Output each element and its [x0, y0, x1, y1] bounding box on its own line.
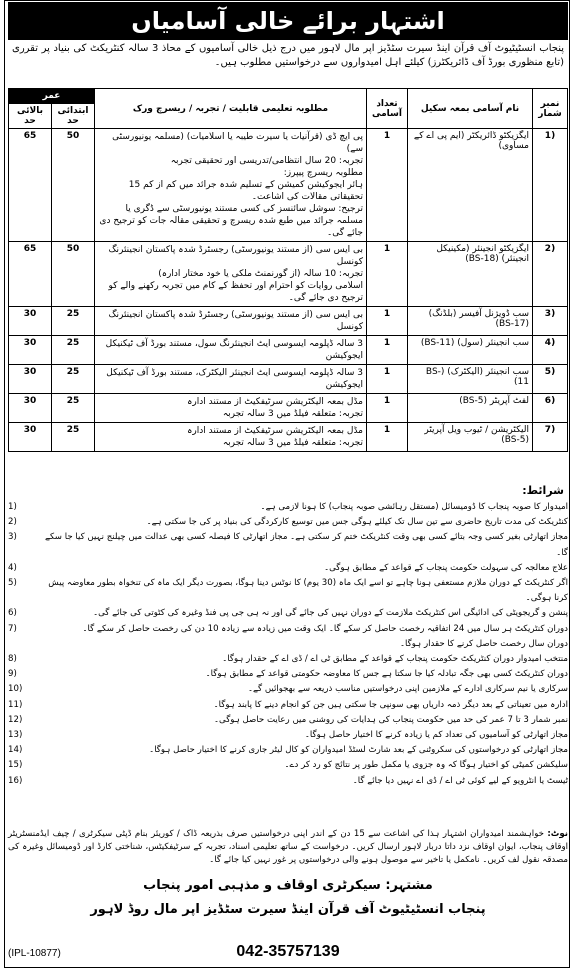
- qualification-line: ترجیح: سوشل سائنسز کی کسی مستند یونیورسٹی سے ڈگری یا مسلمہ جرائد میں طبع شدہ ریسرچ و تحقیقی مقالہ جات کو ترجیح دی جائے گی۔: [99, 204, 363, 238]
- condition-item: [8, 698, 568, 713]
- row-qualification: [95, 129, 367, 242]
- row-min-age: 25: [52, 423, 95, 452]
- condition-item: [8, 515, 568, 530]
- condition-number: (9: [8, 669, 17, 680]
- condition-text: مجاز اتھارٹی کو درخواستوں کی سکروٹنی کے بعد شارٹ لسٹڈ امیدواران کو کال لیٹر جاری کرنے کا اختیار حاصل ہوگا۔: [149, 745, 568, 756]
- condition-text: پنشن و گریجویٹی کی ادائیگی اس کنٹریکٹ ملازمت کے دوران نہیں کی جائے گی اور نہ ہی جی پی فنڈ وغیرہ کی کٹوتی کی جائے گی۔: [93, 608, 568, 619]
- condition-number: (15: [8, 760, 23, 771]
- row-max-age: 30: [9, 307, 52, 336]
- condition-item: [8, 576, 568, 606]
- advertiser-line: مشتہر: سیکرٹری اوقاف و مذہبی امور پنجاب: [143, 878, 433, 893]
- condition-text: نمبر شمار 3 تا 7 عمر کی حد میں حکومت پنجاب کی ہدایات کی روشنی میں رعایت حاصل ہوگی۔: [214, 714, 568, 725]
- condition-number: (6: [8, 608, 17, 619]
- qualification-line: مطلوبہ ریسرچ پیپرز:: [283, 168, 363, 178]
- row-min-age: 50: [52, 129, 95, 242]
- row-count: 1: [367, 129, 408, 242]
- row-serial: (6: [533, 394, 568, 423]
- row-max-age: 65: [9, 129, 52, 242]
- qualification-line: اسلامی روایات کو احترام اور تحفظ کے کام میں تجربہ رکھنے والے کو ترجیح دی جائے گی۔: [108, 281, 363, 303]
- conditions-title: شرائط:: [522, 484, 564, 497]
- table-body: [9, 129, 568, 452]
- condition-item: [8, 758, 568, 773]
- qualification-line: پی ایچ ڈی (قرآنیات یا سیرت طیبہ یا اسلامیات) (مسلمہ یونیورسٹی سے): [112, 132, 363, 154]
- row-post: لفٹ آپریٹر (BS-5): [408, 394, 533, 423]
- condition-text: مجاز اتھارٹی بغیر کسی وجہ بتائے کسی بھی وقت کنٹریکٹ ختم کر سکتی ہے۔ مجاز اتھارٹی کا فیصلہ کسی بھی عدالت میں چیلنج نہیں کیا جا سکے گا۔: [45, 532, 568, 558]
- table-row: [9, 307, 568, 336]
- condition-text: اگر کنٹریکٹ کے دوران ملازم مستعفی ہونا چاہے تو اسے ایک ماہ (30 یوم) کا نوٹس دینا ہوگا، بصورت دیگر ایک ماہ کی تنخواہ بطور معاوضہ پیش کرنا ہوگی۔: [48, 578, 568, 604]
- condition-number: (13: [8, 730, 23, 741]
- qualification-line: تجربہ: 10 سالہ (از گورنمنٹ ملکی یا خود مختار ادارہ): [158, 269, 363, 279]
- condition-text: سلیکشن کمیٹی کو اختیار ہوگا کہ وہ جزوی یا مکمل طور پر نتائج کو رد کر دے۔: [284, 760, 568, 771]
- row-qualification: [95, 307, 367, 336]
- note: [8, 828, 568, 867]
- row-count: 1: [367, 423, 408, 452]
- row-post: سب ڈویژنل آفیسر (بلڈنگ) (BS-17): [408, 307, 533, 336]
- condition-number: (7: [8, 623, 17, 634]
- row-qualification: [95, 336, 367, 365]
- row-post: سب انجینئر (الیکٹرک) (BS-11): [408, 365, 533, 394]
- condition-item: [8, 561, 568, 576]
- condition-text: دوران سال رخصت حاصل کرنے کا حقدار ہوگا۔: [400, 638, 568, 649]
- table-row: [9, 242, 568, 307]
- row-serial: (4: [533, 336, 568, 365]
- row-serial: (3: [533, 307, 568, 336]
- condition-number: (3: [8, 532, 17, 543]
- table-row: [9, 423, 568, 452]
- conditions-list: [8, 500, 568, 789]
- condition-number: (12: [8, 714, 23, 725]
- condition-item: [8, 728, 568, 743]
- qualification-line: 3 سالہ ڈپلومہ ایسوسی ایٹ انجینئر الیکٹرک، مستند بورڈ آف ٹیکنیکل ایجوکیشن: [106, 368, 363, 390]
- table-row: [9, 129, 568, 242]
- row-post: ایگزیکٹو انجینئر (مکینیکل انجینئر) (BS-18): [408, 242, 533, 307]
- qualification-line: بی ایس سی (از مستند یونیورسٹی) رجسٹرڈ شدہ پاکستان انجینئرنگ کونسل: [108, 310, 363, 332]
- row-qualification: [95, 242, 367, 307]
- condition-item: [8, 652, 568, 667]
- table-row: [9, 365, 568, 394]
- condition-item: [8, 530, 568, 560]
- row-min-age: 50: [52, 242, 95, 307]
- col-post: نام آسامی بمعہ سکیل: [408, 89, 533, 129]
- phone-number: 042-35757139: [236, 943, 340, 960]
- col-qualification: مطلوبہ تعلیمی قابلیت / تجربہ / ریسرچ ورک: [95, 89, 367, 129]
- condition-number: (5: [8, 578, 17, 589]
- qualification-line: تجربہ: متعلقہ فیلڈ میں 3 سالہ تجربہ: [222, 438, 363, 448]
- condition-item: [8, 682, 568, 697]
- condition-number: [8, 637, 36, 652]
- condition-number: (14: [8, 745, 23, 756]
- row-max-age: 30: [9, 423, 52, 452]
- condition-number: (8: [8, 654, 17, 665]
- condition-number: (4: [8, 562, 17, 573]
- row-post: سب انجینئر (سول) (BS-11): [408, 336, 533, 365]
- condition-item: [8, 713, 568, 728]
- qualification-line: تجربہ: متعلقہ فیلڈ میں 3 سالہ تجربہ: [222, 409, 363, 419]
- col-serial: نمبر شمار: [533, 89, 568, 129]
- table-row: [9, 394, 568, 423]
- row-serial: (5: [533, 365, 568, 394]
- institute-address: پنجاب انسٹیٹیوٹ آف قرآن اینڈ سیرت سٹڈیز اپر مال روڈ لاہور: [90, 902, 486, 917]
- condition-text: مجاز اتھارٹی کو آسامیوں کی تعداد کم یا زیادہ کرنے کا اختیار حاصل ہوگا۔: [304, 730, 568, 741]
- row-count: 1: [367, 242, 408, 307]
- condition-number: (11: [8, 699, 23, 710]
- note-label: نوٹ:: [547, 829, 569, 839]
- qualification-line: بی ایس سی (از مستند یونیورسٹی) رجسٹرڈ شدہ پاکستان انجینئرنگ کونسل: [108, 245, 363, 267]
- condition-item: [8, 637, 568, 652]
- col-count: تعداد آسامی: [367, 89, 408, 129]
- row-min-age: 25: [52, 336, 95, 365]
- row-serial: (7: [533, 423, 568, 452]
- col-min-age: ابتدائی حد: [52, 104, 95, 129]
- intro-text: پنجاب انسٹیٹیوٹ آف قرآن اینڈ سیرت سٹڈیز اپر مال لاہور میں درج ذیل خالی آسامیوں کے محاذ 3 سالہ کنٹریکٹ کی بنیاد پر تقرری (تابع منظوری بورڈ آف ڈائریکٹرز) کیلئے اہل امیدواروں سے درخواستیں مطلوب ہیں۔: [12, 43, 564, 68]
- condition-number: (16: [8, 775, 23, 786]
- condition-text: ادارہ میں تعیناتی کے بعد دیگر ذمہ داریاں بھی سونپی جا سکتی ہیں جن کو انجام دینے کا پابند ہوگا۔: [213, 699, 568, 710]
- condition-text: علاج معالجہ کی سہولت حکومت پنجاب کے قواعد کے مطابق ہوگی۔: [324, 562, 568, 573]
- condition-text: ٹیسٹ یا انٹرویو کے لیے کوئی ٹی اے / ڈی اے نہیں دیا جائے گا۔: [352, 775, 568, 786]
- condition-number: (2: [8, 517, 17, 528]
- row-count: 1: [367, 394, 408, 423]
- row-max-age: 30: [9, 394, 52, 423]
- qualification-line: ہائر ایجوکیشن کمیشن کے تسلیم شدہ جرائد میں کم از کم 15 تحقیقاتی مقالات کی اشاعت۔: [128, 180, 363, 202]
- condition-text: سرکاری یا نیم سرکاری ادارے کے ملازمین اپنی درخواستیں مناسب ذریعہ سے بھجوائیں گے۔: [247, 684, 568, 695]
- condition-item: [8, 743, 568, 758]
- row-max-age: 30: [9, 336, 52, 365]
- row-post: الیکٹریشن / ٹیوب ویل آپریٹر (BS-5): [408, 423, 533, 452]
- row-count: 1: [367, 307, 408, 336]
- qualification-line: مڈل بمعہ الیکٹریشن سرٹیفکیٹ از مستند ادارہ: [187, 426, 363, 436]
- row-qualification: [95, 365, 367, 394]
- condition-item: [8, 500, 568, 515]
- condition-text: دوران کنٹریکٹ کسی بھی جگہ تبادلہ کیا جا سکتا ہے جس کا معاوضہ حکومتی قواعد کے مطابق ہوگا۔: [205, 669, 568, 680]
- condition-item: [8, 606, 568, 621]
- table-row: [9, 336, 568, 365]
- row-min-age: 25: [52, 307, 95, 336]
- col-max-age: بالائی حد: [9, 104, 52, 129]
- qualification-line: 3 سالہ ڈپلومہ ایسوسی ایٹ انجینئرنگ سول، مستند بورڈ آف ٹیکنیکل ایجوکیشن: [105, 339, 363, 361]
- qualification-line: تجربہ: 20 سال انتظامی/تدریسی اور تحقیقی تجربہ: [170, 156, 363, 166]
- row-max-age: 65: [9, 242, 52, 307]
- condition-number: (10: [8, 684, 23, 695]
- row-post: ایگزیکٹو ڈائریکٹر (ایم پی اے کے مساوی): [408, 129, 533, 242]
- row-count: 1: [367, 365, 408, 394]
- condition-text: امیدوار کا صوبہ پنجاب کا ڈومیسائل (مستقل رہائشی صوبہ پنجاب) کا ہونا لازمی ہے۔: [260, 502, 568, 512]
- vacancy-table: [8, 88, 568, 452]
- qualification-line: مڈل بمعہ الیکٹریشن سرٹیفکیٹ از مستند ادارہ: [187, 397, 363, 407]
- col-age: عمر: [9, 89, 95, 104]
- condition-text: کنٹریکٹ کی مدت تاریخ حاضری سے تین سال تک کیلئے ہوگی جس میں توسیع کارکردگی کی بنیاد پر کی جا سکتی ہے۔: [146, 517, 568, 528]
- row-serial: (1: [533, 129, 568, 242]
- ipl-code: (IPL-10877): [8, 948, 61, 959]
- condition-item: [8, 667, 568, 682]
- row-qualification: [95, 423, 367, 452]
- row-max-age: 30: [9, 365, 52, 394]
- condition-number: (1: [8, 502, 17, 512]
- row-min-age: 25: [52, 365, 95, 394]
- condition-text: دوران کنٹریکٹ ہر سال میں 24 اتفاقیہ رخصت حاصل کر سکے گا۔ ایک وقت میں زیادہ سے زیادہ 10 دن کی رخصت حاصل کر سکے گا۔: [82, 623, 568, 634]
- note-text: خواہشمند امیدواران اشتہار ہذا کی اشاعت سے 15 دن کے اندر اپنی درخواستیں صرف بذریعہ ڈاک / کوریئر بنام ڈپٹی سیکرٹری / چیف ایڈمنسٹریٹر اوقاف پنجاب، ایوان اوقاف نزد داتا دربار لاہور ارسال کریں۔ درخواست کے ساتھ تعلیمی اسناد، تجربہ کے سرٹیفکیٹس، شناختی کارڈ اور ڈومیسائل وغیرہ کی مصدقہ نقول لف کریں۔ نامکمل یا تاخیر سے موصول ہونے والی درخواستوں پر غور نہیں کیا جائے گا۔: [8, 829, 568, 865]
- row-serial: (2: [533, 242, 568, 307]
- row-count: 1: [367, 336, 408, 365]
- row-min-age: 25: [52, 394, 95, 423]
- condition-item: [8, 774, 568, 789]
- row-qualification: [95, 394, 367, 423]
- condition-text: منتخب امیدوار دوران کنٹریکٹ حکومت پنجاب کے قواعد کے مطابق ٹی اے / ڈی اے کے حقدار ہوگا۔: [222, 654, 568, 665]
- condition-item: [8, 622, 568, 637]
- page-title: اشتہار برائے خالی آسامیاں: [8, 2, 568, 40]
